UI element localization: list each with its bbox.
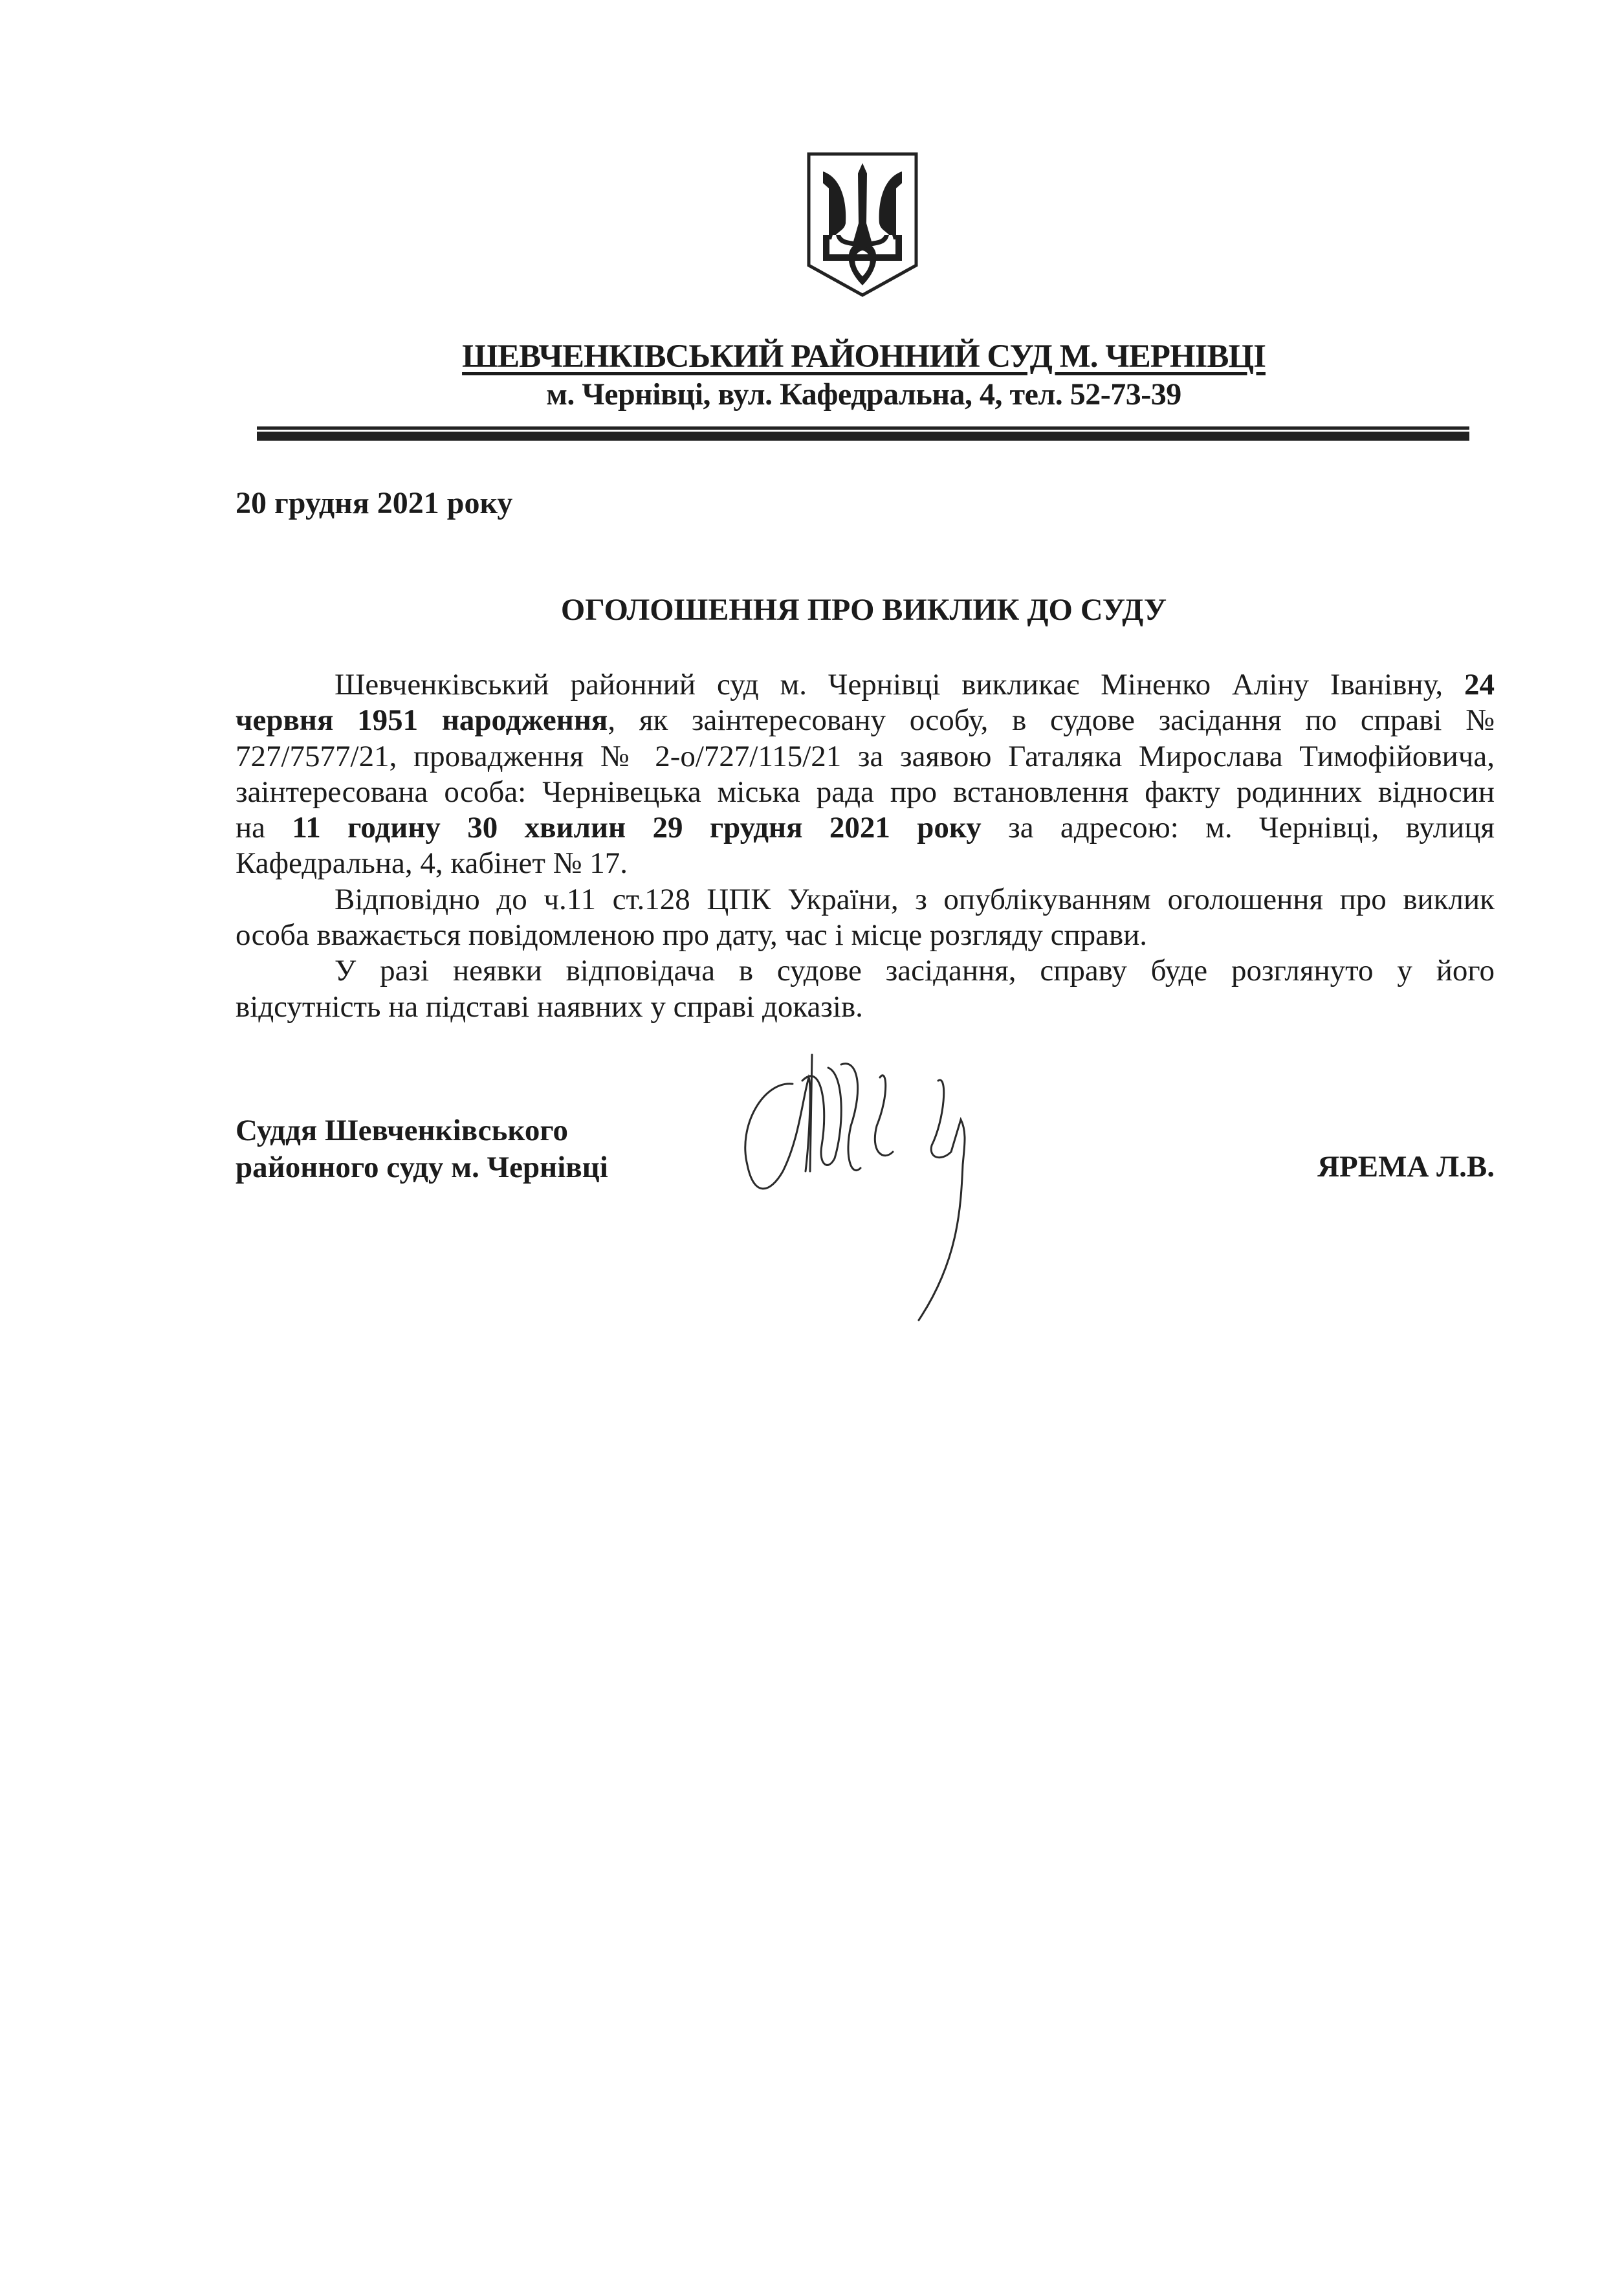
document-heading: ОГОЛОШЕННЯ ПРО ВИКЛИК ДО СУДУ (560, 593, 1167, 627)
bold-text: 24 (1464, 668, 1495, 701)
text-run: за адресою: м. Чернівці, вулиця (981, 811, 1495, 845)
paragraph-line (236, 703, 1495, 738)
bold-text: 11 годину 30 хвилин 29 грудня 2021 року (292, 811, 982, 845)
paragraph-line (236, 953, 1495, 989)
paragraph-line (236, 775, 1495, 810)
coat-of-arms-icon (807, 152, 918, 298)
paragraph-line (236, 739, 1495, 775)
text-run: 727/7577/21, провадження № 2-о/727/115/21 за заявою Гаталяка Мирослава Тимофійовича, (236, 739, 1495, 773)
court-name: ШЕВЧЕНКІВСЬКИЙ РАЙОННИЙ СУД М. ЧЕРНІВЦІ (462, 338, 1266, 375)
court-address: м. Чернівці, вул. Кафедральна, 4, тел. 52-73-39 (546, 377, 1181, 412)
text-run: заінтересована особа: Чернівецька міська рада про встановлення факту родинних відносин (236, 775, 1495, 809)
text-run: Кафедральна, 4, кабінет № 17. (236, 846, 628, 881)
paragraph-line (236, 989, 1495, 1025)
text-run: У разі неявки відповідача в судове засідання, справу буде розглянуто у його (335, 954, 1495, 988)
text-run: , як заінтересовану особу, в судове засідання по справі № (608, 703, 1495, 738)
document-date: 20 грудня 2021 року (236, 486, 513, 520)
text-run: на (236, 811, 292, 845)
signatory-name: ЯРЕМА Л.В. (1317, 1150, 1495, 1184)
paragraph-line (236, 810, 1495, 846)
paragraph-line (236, 846, 1495, 881)
text-run: відсутність на підставі наявних у справі доказів. (236, 989, 863, 1024)
header-divider-thin (257, 426, 1469, 430)
signatory-position (236, 1112, 608, 1186)
announcement-body (236, 667, 1495, 1025)
text-run: особа вважається повідомленою про дату, час і місце розгляду справи. (236, 918, 1148, 953)
text-run: Шевченківський районний суд м. Чернівці викликає Міненко Аліну Іванівну, (335, 668, 1464, 701)
handwritten-signature (731, 1048, 1068, 1333)
signatory-position-line1: Суддя Шевченківського (236, 1114, 568, 1147)
paragraph-line (236, 882, 1495, 918)
bold-text: червня 1951 народження (236, 703, 608, 738)
paragraph-line (236, 667, 1495, 703)
header-divider-thick (257, 432, 1469, 441)
text-run: Відповідно до ч.11 ст.128 ЦПК України, з опублікуванням оголошення про виклик (335, 882, 1495, 916)
paragraph-line (236, 918, 1495, 953)
signatory-position-line2: районного суду м. Чернівці (236, 1151, 608, 1184)
